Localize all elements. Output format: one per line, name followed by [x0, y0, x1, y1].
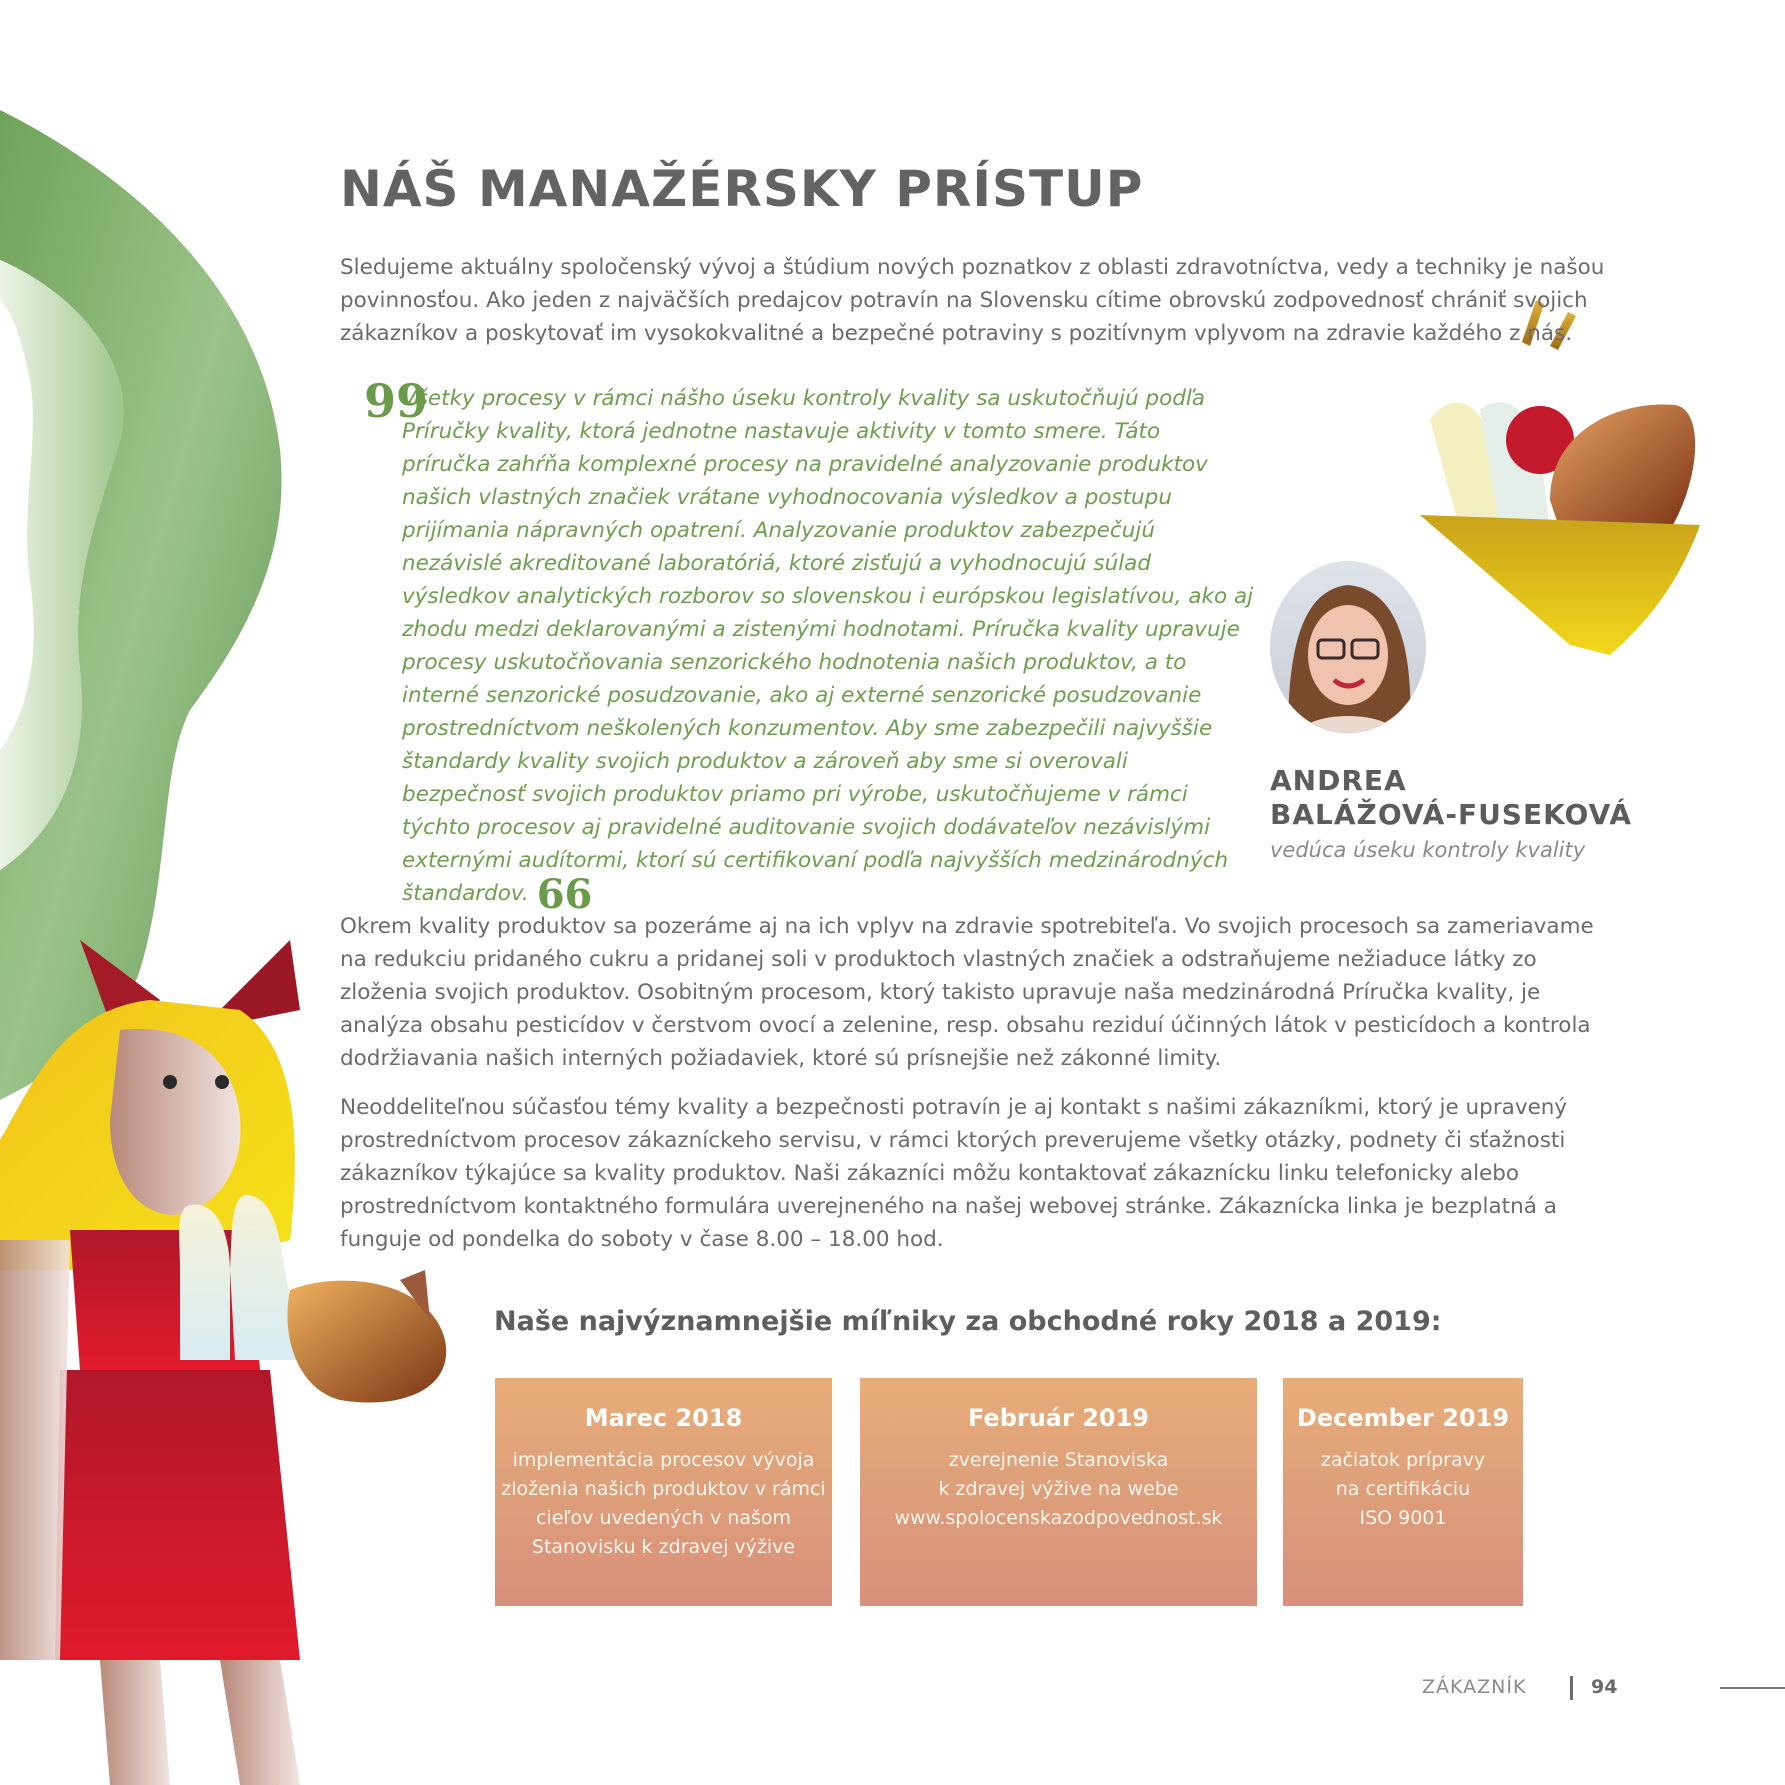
milestone-date: December 2019	[1296, 1404, 1510, 1432]
milestone-card	[1283, 1378, 1523, 1606]
milestones-heading: Naše najvýznamnejšie míľniky za obchodné roky 2018 a 2019:	[494, 1306, 1442, 1337]
quote-block	[360, 374, 1255, 918]
footer-rule	[1720, 1687, 1785, 1689]
food-basket-illustration	[1420, 300, 1720, 660]
milestone-description: zverejnenie Stanoviska k zdravej výžive na webe www.spolocenskazodpovednost.sk	[894, 1449, 1223, 1529]
person-name	[1270, 764, 1632, 832]
health-paragraph: Okrem kvality produktov sa pozeráme aj na ich vplyv na zdravie spotrebiteľa. Vo svojich procesoch sa zameriavame na redukciu pridaného cukru a pridanej soli v produktoch vlastných značiek a odstraňujeme nežiaduce látky zo zloženia svojich produktov. Osobitným procesom, ktorý takisto upravuje naša medzinárodná Príručka kvality, je analýza obsahu pesticídov v čerstvom ovocí a zelenine, resp. obsahu reziduí účinných látok v pesticídoch a kontrola dodržiavania našich interných požiadaviek, ktoré sú prísnejšie než zákonné limity.	[340, 914, 1594, 1071]
person-name-line-1: ANDREA	[1270, 764, 1407, 797]
milestone-description: implementácia procesov vývoja zloženia našich produktov v rámci cieľov uvedených v našom Stanovisku k zdravej výžive	[501, 1449, 826, 1558]
person-role: vedúca úseku kontroly kvality	[1270, 838, 1586, 862]
milestone-card	[860, 1378, 1257, 1606]
intro-paragraph: Sledujeme aktuálny spoločenský vývoj a štúdium nových poznatkov z oblasti zdravotníctva, vedy a techniky je našou povinnosťou. Ako jeden z najväčších predajcov potravín na Slovensku cítime obrovskú zodpovednosť chrániť svojich zákazníkov a poskytovať im vysokokvalitné a bezpečné potraviny s pozitívnym vplyvom na zdravie každého z nás.	[340, 255, 1605, 346]
quote-text-wrapper	[402, 382, 1255, 918]
quote-open-icon: 99	[364, 374, 429, 428]
footer-divider	[1570, 1676, 1573, 1700]
milestone-card	[495, 1378, 832, 1606]
milestone-date: Február 2019	[968, 1404, 1149, 1432]
footer-section-label: ZÁKAZNÍK	[1422, 1676, 1527, 1698]
page-number: 94	[1591, 1676, 1618, 1698]
milestone-date: Marec 2018	[584, 1404, 743, 1432]
person-portrait	[1268, 560, 1428, 734]
page-title: NÁŠ MANAŽÉRSKY PRÍSTUP	[340, 160, 1144, 218]
customer-service-paragraph: Neoddeliteľnou súčasťou témy kvality a bezpečnosti potravín je aj kontakt s našimi zákazníkmi, ktorý je upravený prostredníctvom procesov zákazníckeho servisu, v rámci ktorých preverujeme všetky otázky, podnety či sťažnosti zákazníkov týkajúce sa kvality produktov. Naši zákazníci môžu kontaktovať zákaznícku linku telefonicky alebo prostredníctvom kontaktného formulára uverejneného na našej webovej stránke. Zákaznícka linka je bezplatná a funguje od pondelka do soboty v čase 8.00 – 18.00 hod.	[340, 1095, 1568, 1252]
person-name-line-2: BALÁŽOVÁ-FUSEKOVÁ	[1270, 798, 1633, 831]
quote-text: Všetky procesy v rámci nášho úseku kontroly kvality sa uskutočňujú podľa Príručky kvality, ktorá jednotne nastavuje aktivity v tomto smere. Táto príručka zahŕňa komplexné procesy na pravidelné analyzovanie produktov našich vlastných značiek vrátane vyhodnocovania výsledkov a postupu prijímania nápravných opatrení. Analyzovanie produktov zabezpečujú nezávislé akreditované laboratóriá, ktoré zisťujú a vyhodnocujú súlad výsledkov analytických rozborov so slovenskou i európskou legislatívou, ako aj zhodu medzi deklarovanými a zistenými hodnotami. Príručka kvality upravuje procesy uskutočňovania senzorického hodnotenia našich produktov, a to interné senzorické posudzovanie, ako aj externé senzorické posudzovanie prostredníctvom neškolených konzumentov. Aby sme zabezpečili najvyššie štandardy kvality svojich produktov a zároveň aby sme si overovali bezpečnosť svojich produktov priamo pri výrobe, uskutočňujeme v rámci týchto procesov aj pravidelné auditovanie svojich dodávateľov nezávislými externými audítormi, ktorí sú certifikovaní podľa najvyšších medzinárodných štandardov.	[402, 386, 1254, 906]
quote-close-icon: 66	[536, 871, 593, 918]
milestone-description: začiatok prípravy na certifikáciu ISO 9001	[1320, 1449, 1486, 1529]
